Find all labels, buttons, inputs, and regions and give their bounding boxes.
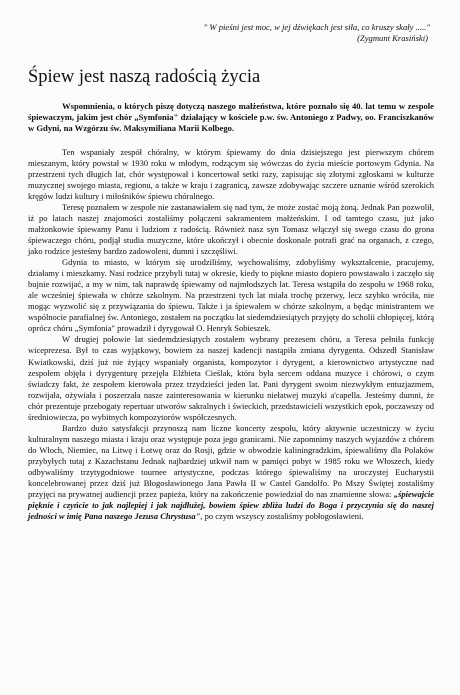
- body-paragraph: Teresę poznałem w zespole nie zastanawiałem się nad tym, że może zostać moją żoną. Jednak Pan pozwolił, iż po latach naszej znajomości zostaliśmy połączeni sakramentem małżeńskim. I od tamtego czasu, już jako małżonkowie śpiewamy Panu i ludziom z radością. Również nasz syn Tomasz włączył się swego czasu do grona śpiewaczego chóru, podjął studia muzyczne, które ukończył i obecnie doskonale potrafi grać na organach, z czego, jako rodzice jesteśmy bardzo zadowoleni, dumni i szczęśliwi.: [28, 201, 434, 257]
- closing-text: , po czym wszyscy zostaliśmy pobłogosławieni.: [200, 511, 364, 522]
- body-paragraph-last: [28, 423, 434, 522]
- papal-quote: „śpiewajcie pięknie i czyńcie to jak najlepiej i jak najdłużej, bowiem śpiew zbliża ludzi do Boga i przyczynia się do naszej jedności w imię Pana naszego Jezusa Chrystusa": [28, 489, 434, 522]
- body-paragraph: Ten wspaniały zespół chóralny, w którym śpiewamy do dnia dzisiejszego jest pierwszym chórem mieszanym, który powstał w 1930 roku w młodym, rodzącym się wówczas do życia mieście portowym Gdynia. Na przestrzeni tych długich lat, chór występował i koncertował setki razy, zapisując się złotymi zgłoskami w kulturze muzycznej swojego miasta, regionu, a także w kraju i zagranicą, zawsze zdobywając szczere uznanie wśród szerokich kręgów ludzi kultury i miłośników śpiewu chóralnego.: [28, 146, 434, 201]
- body-paragraph-text: Bardzo dużo satysfakcji przynoszą nam liczne koncerty zespołu, który aktywnie uczestniczy w życiu kulturalnym naszego miasta i kraju oraz występuje poza jego granicami. Nie zapomnimy naszych wyjazdów z chórem do Włoch, Niemiec, na Litwę i Łotwę oraz do Rosji, gdzie w obwodzie kaliningradzkim, śpiewaliśmy dla Polaków przybyłych tutaj z Kazachstanu Jednak najbardziej utkwił nam w pamięci pobyt w 1985 roku we Włoszech, kiedy odbywaliśmy trzytygodniowe tournee artystyczne, podczas którego śpiewaliśmy na uroczystej Eucharystii koncelebrowanej przez dziś już Błogosławionego Jana Pawła II w Castel Gandolfo. Po Mszy Świętej zostaliśmy przyjęci na prywatnej audiencji przez papieża, który na zakończenie powiedział do nas znamienne słowa:: [28, 422, 434, 500]
- article-body: [28, 147, 434, 523]
- article-title: Śpiew jest naszą radością życia: [28, 67, 261, 87]
- body-paragraph: Gdynia to miasto, w którym się urodziliśmy, wychowaliśmy, zdobyliśmy wykształcenie, pracujemy, działamy i mieszkamy. Nasi rodzice przybyli tutaj w okresie, kiedy to piękne miasto dopiero powstawało i zaczęło się bujnie rozwijać, a my w nim, tak naprawdę śpiewamy od najmłodszych lat. Teresa wstąpiła do zespołu w 1968 roku, ale wcześniej śpiewała w chórze szkolnym. Na przestrzeni tych lat miała trochę przerwy, lecz szybko wróciła, nie mogąc wyzwolić się z przywiązania do śpiewu. Także i ja śpiewałem w chórze szkolnym, a będąc ministrantem we wspólnocie parafialnej św. Antoniego, zostałem na początku lat siedemdziesiątych przyjęty do scholii chłopięcej, którą oprócz chóru „Symfonia" prowadził i dyrygował O. Henryk Sobieszek.: [28, 257, 434, 334]
- epigraph: [28, 22, 434, 44]
- epigraph-author: (Zygmunt Krasiński): [357, 33, 428, 43]
- body-paragraph: W drugiej połowie lat siedemdziesiątych zostałem wybrany prezesem chóru, a Teresa pełniła funkcję wiceprezesa. Był to czas wyjątkowy, bowiem za naszej kadencji nastąpiła zmiana dyrygenta. Odszedł Stanisław Kwiatkowski, dziś już nie żyjący wspaniały organista, kompozytor i dyrygent, a kierownictwo artystyczne nad zespołem objęła i dyrygenturę przejęła Elżbieta Cieślak, która była sercem oddana muzyce i chórowi, o czym świadczy fakt, że zespołem kierowała przez trzydzieści jeden lat. Pani dyrygent swoim niezwykłym entuzjazmem, rozwijała, ożywiała i poszerzała nasze zainteresowania w kierunku niełatwej muzyki a'capella. Jesteśmy dumni, że chór prezentuje przebogaty repertuar utworów sakralnych i świeckich, przedstawicieli wszystkich epok, poczawszy od średniowiecza, po wybitnych kompozytorów współczesnych.: [28, 334, 434, 422]
- lead-paragraph: Wspomnienia, o których piszę dotyczą naszego małżeństwa, które poznało się 40. lat temu w zespole śpiewaczym, jakim jest chór „Symfonia" działający w kościele p.w. św. Antoniego z Padwy, oo. Franciszkanów w Gdyni, na Wzgórzu św. Maksymiliana Marii Kolbego.: [28, 101, 434, 134]
- epigraph-quote: " W pieśni jest moc, w jej dźwiękach jest siła, co kruszy skały .....": [203, 22, 430, 32]
